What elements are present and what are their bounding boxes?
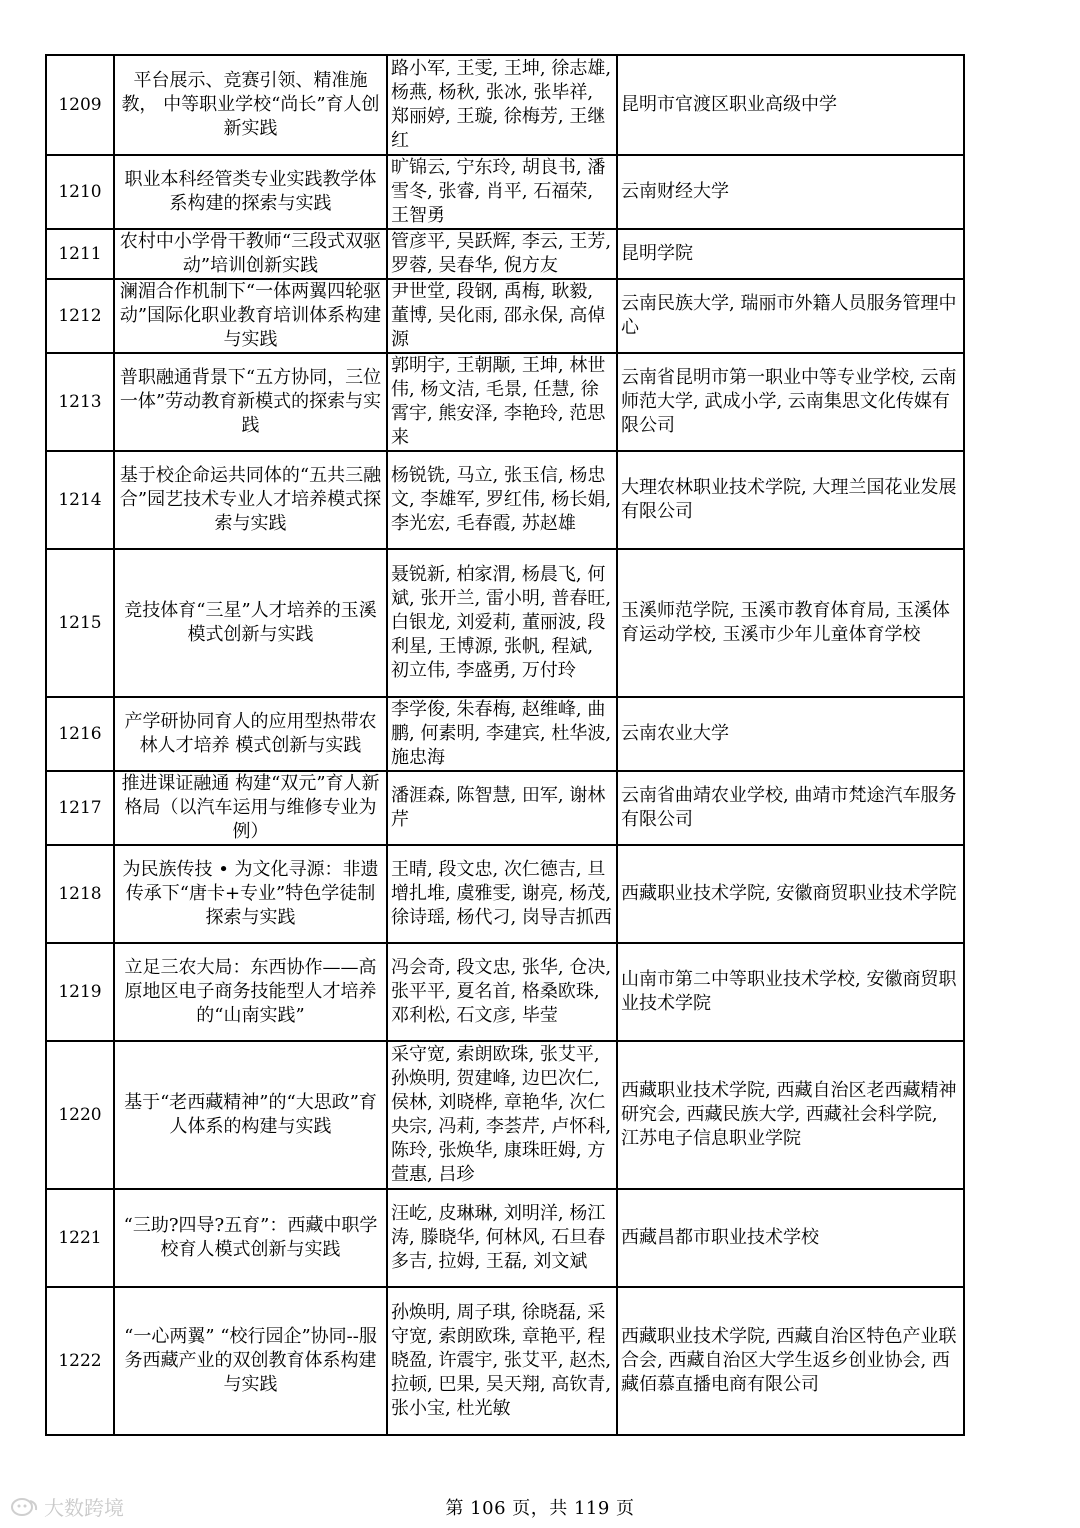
project-title: “一心两翼” “校行园企”协同--服务西藏产业的双创教育体系构建与实践: [114, 1287, 387, 1435]
project-title: “三助?四导?五育”：西藏中职学校育人模式创新与实践: [114, 1189, 387, 1287]
project-title: 农村中小学骨干教师“三段式双驱动”培训创新实践: [114, 229, 387, 279]
project-organization: 西藏昌都市职业技术学校: [617, 1189, 964, 1287]
project-organization: 昆明学院: [617, 229, 964, 279]
row-id: 1215: [46, 549, 114, 697]
table-row: [46, 451, 964, 549]
project-title: 产学研协同育人的应用型热带农林人才培养 模式创新与实践: [114, 697, 387, 771]
watermark-text: 大数跨境: [44, 1496, 124, 1520]
project-title: 职业本科经管类专业实践教学体系构建的探索与实践: [114, 155, 387, 229]
table-row: [46, 55, 964, 155]
project-title: 普职融通背景下“五方协同，三位一体”劳动教育新模式的探索与实践: [114, 353, 387, 451]
project-authors: 聂锐新, 柏家渭, 杨晨飞, 何斌, 张开兰, 雷小明, 普春旺, 白银龙, 刘爱莉, 董丽波, 段利星, 王博源, 张帆, 程斌, 初立伟, 李盛勇, 万付玲: [387, 549, 617, 697]
project-organization: 云南农业大学: [617, 697, 964, 771]
project-organization: 云南省昆明市第一职业中等专业学校, 云南师范大学, 武成小学, 云南集思文化传媒有限公司: [617, 353, 964, 451]
project-title: 竞技体育“三星”人才培养的玉溪模式创新与实践: [114, 549, 387, 697]
project-authors: 旷锦云, 宁东玲, 胡良书, 潘雪冬, 张睿, 肖平, 石福荣, 王智勇: [387, 155, 617, 229]
project-authors: 采守宽, 索朗欧珠, 张艾平, 孙焕明, 贺建峰, 边巴次仁, 侯林, 刘晓桦, 章艳华, 次仁央宗, 冯莉, 李荟芹, 卢怀科, 陈玲, 张焕华, 康珠旺姆, 方萱惠, 吕珍: [387, 1041, 617, 1189]
table-row: [46, 1287, 964, 1435]
project-authors: 李学俊, 朱春梅, 赵维峰, 曲鹏, 何素明, 李建宾, 杜华波, 施忠海: [387, 697, 617, 771]
project-title: 为民族传技 • 为文化寻源：非遗传承下“唐卡+专业”特色学徒制探索与实践: [114, 845, 387, 943]
project-organization: 云南民族大学, 瑞丽市外籍人员服务管理中心: [617, 279, 964, 353]
row-id: 1213: [46, 353, 114, 451]
row-id: 1220: [46, 1041, 114, 1189]
row-id: 1217: [46, 771, 114, 845]
project-title: 平台展示、竞赛引领、精准施教， 中等职业学校“尚长”育人创新实践: [114, 55, 387, 155]
project-authors: 郭明宇, 王朝颙, 王坤, 林世伟, 杨文洁, 毛景, 任慧, 徐霄宇, 熊安泽, 李艳玲, 范思来: [387, 353, 617, 451]
project-organization: 西藏职业技术学院, 西藏自治区特色产业联合会, 西藏自治区大学生返乡创业协会, 西藏佰慕直播电商有限公司: [617, 1287, 964, 1435]
project-organization: 大理农林职业技术学院, 大理兰国花业发展有限公司: [617, 451, 964, 549]
project-authors: 管彦平, 吴跃辉, 李云, 王芳, 罗蓉, 吴春华, 倪方友: [387, 229, 617, 279]
project-title: 基于“老西藏精神”的“大思政”育人体系的构建与实践: [114, 1041, 387, 1189]
project-title: 基于校企命运共同体的“五共三融合”园艺技术专业人才培养模式探索与实践: [114, 451, 387, 549]
table-row: [46, 943, 964, 1041]
row-id: 1219: [46, 943, 114, 1041]
project-title: 推进课证融通 构建“双元”育人新格局（以汽车运用与维修专业为例）: [114, 771, 387, 845]
project-organization: 昆明市官渡区职业高级中学: [617, 55, 964, 155]
page-footer: 第 106 页，共 119 页: [445, 1498, 635, 1519]
row-id: 1209: [46, 55, 114, 155]
table-row: [46, 771, 964, 845]
project-authors: 杨锐铣, 马立, 张玉信, 杨忠文, 李雄军, 罗红伟, 杨长娟, 李光宏, 毛春霞, 苏赵雄: [387, 451, 617, 549]
project-organization: 山南市第二中等职业技术学校, 安徽商贸职业技术学院: [617, 943, 964, 1041]
row-id: 1216: [46, 697, 114, 771]
table-row: [46, 155, 964, 229]
award-table: [45, 54, 965, 1436]
project-authors: 王晴, 段文忠, 次仁德吉, 旦增扎堆, 虞雅雯, 谢亮, 杨茂, 徐诗瑶, 杨代刁, 岗导吉抓西: [387, 845, 617, 943]
row-id: 1212: [46, 279, 114, 353]
table-row: [46, 845, 964, 943]
project-authors: 汪屹, 皮琳琳, 刘明洋, 杨江涛, 滕晓华, 何林风, 石旦春多吉, 拉姆, 王磊, 刘文斌: [387, 1189, 617, 1287]
row-id: 1211: [46, 229, 114, 279]
project-authors: 潘涯森, 陈智慧, 田军, 谢林芹: [387, 771, 617, 845]
project-organization: 西藏职业技术学院, 安徽商贸职业技术学院: [617, 845, 964, 943]
table-row: [46, 353, 964, 451]
row-id: 1221: [46, 1189, 114, 1287]
row-id: 1210: [46, 155, 114, 229]
project-authors: 路小军, 王雯, 王坤, 徐志雄, 杨燕, 杨秋, 张冰, 张毕祥, 郑丽婷, 王璇, 徐梅芳, 王继红: [387, 55, 617, 155]
row-id: 1218: [46, 845, 114, 943]
table-row: [46, 1041, 964, 1189]
table-row: [46, 1189, 964, 1287]
project-organization: 西藏职业技术学院, 西藏自治区老西藏精神研究会, 西藏民族大学, 西藏社会科学院, 江苏电子信息职业学院: [617, 1041, 964, 1189]
row-id: 1222: [46, 1287, 114, 1435]
table-row: [46, 279, 964, 353]
project-organization: 玉溪师范学院, 玉溪市教育体育局, 玉溪体育运动学校, 玉溪市少年儿童体育学校: [617, 549, 964, 697]
project-title: 立足三农大局：东西协作——高原地区电子商务技能型人才培养的“山南实践”: [114, 943, 387, 1041]
table-row: [46, 697, 964, 771]
project-authors: 冯会奇, 段文忠, 张华, 仓决, 张平平, 夏名首, 格桑欧珠, 邓利松, 石文彦, 毕莹: [387, 943, 617, 1041]
row-id: 1214: [46, 451, 114, 549]
table-row: [46, 549, 964, 697]
project-title: 澜湄合作机制下“一体两翼四轮驱动”国际化职业教育培训体系构建与实践: [114, 279, 387, 353]
project-organization: 云南财经大学: [617, 155, 964, 229]
table-row: [46, 229, 964, 279]
project-authors: 尹世堂, 段钢, 禹梅, 耿毅, 董博, 吴化雨, 邵永保, 高倬源: [387, 279, 617, 353]
project-organization: 云南省曲靖农业学校, 曲靖市梵途汽车服务有限公司: [617, 771, 964, 845]
project-authors: 孙焕明, 周子琪, 徐晓磊, 采守宽, 索朗欧珠, 章艳平, 程晓盈, 许震宇, 张艾平, 赵杰, 拉顿, 巴果, 吴天翔, 高钦青, 张小宝, 杜光敏: [387, 1287, 617, 1435]
